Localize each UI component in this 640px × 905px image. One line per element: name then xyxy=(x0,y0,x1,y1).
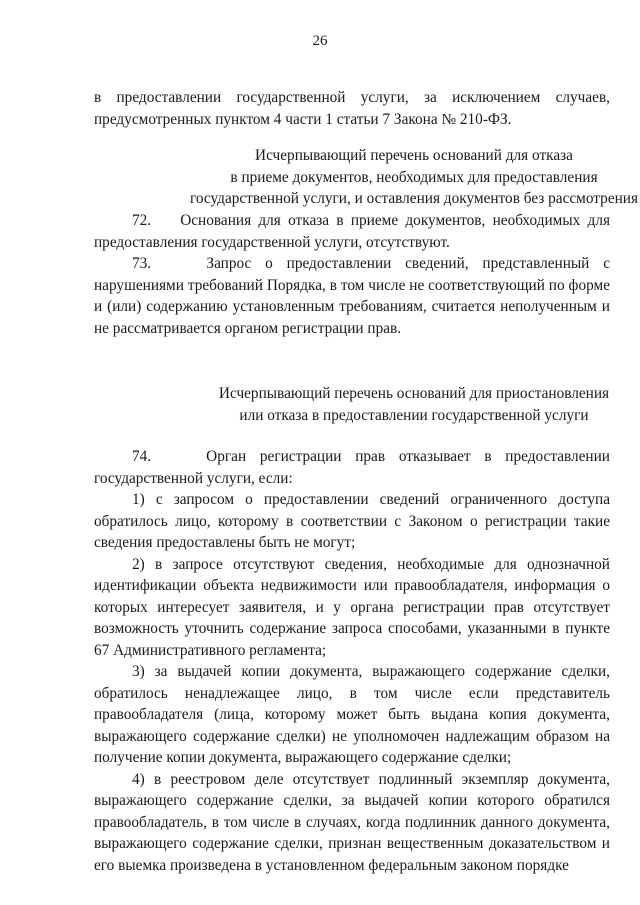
list-item-3: 3) за выдачей копии документа, выражающего содержание сделки, обратилось ненадлежащее лицо, в том числе если представитель правообладателя (лица, которому может быть выдана копия документа, выражающего содержание сделки) не уполномочен надлежащим образом на получение копии документа, выражающего содержание сделки; xyxy=(94,663,610,766)
heading-line: Исчерпывающий перечень оснований для отказа xyxy=(255,147,573,164)
list-item-1: 1) с запросом о предоставлении сведений ограниченного доступа обратилось лицо, которому в соответствии с Законом о регистрации такие сведения предоставлены быть не могут; xyxy=(94,491,610,551)
paragraph-72: 72. Основания для отказа в приеме документов, необходимых для предоставления государственной услуги, отсутствуют. xyxy=(94,212,610,251)
intro-paragraph: в предоставлении государственной услуги, за исключением случаев, предусмотренных пунктом 4 части 1 статьи 7 Закона № 210-ФЗ. xyxy=(94,89,610,128)
paragraph-73: 73. Запрос о предоставлении сведений, представленный с нарушениями требований Порядка, в том числе не соответствующий по форме и (или) содержанию установленным требованиям, считается неполученным и не рассматривается органом регистрации прав. xyxy=(94,255,610,337)
list-item-4: 4) в реестровом деле отсутствует подлинный экземпляр документа, выражающего содержание сделки, за выдачей копии которого обратился правообладатель, в том числе в случаях, когда подлинник данного документа, выражающего содержание сделки, признан вещественным доказательством и его выемка произведена в установленном федеральным законом порядке xyxy=(94,770,610,874)
list-item-2: 2) в запросе отсутствуют сведения, необходимые для однозначной идентификации объекта недвижимости или правообладателя, информация о которых интересует заявителя, и у органа регистрации прав отсутствует возможность уточнить содержание запроса способами, указанными в пункте 67 Административного регламента; xyxy=(94,555,610,659)
section-1-paragraphs xyxy=(94,210,610,339)
intro-paragraph-block xyxy=(94,87,610,130)
page-number: 26 xyxy=(312,33,328,49)
section-2-paragraphs xyxy=(94,446,610,876)
heading-line: в приеме документов, необходимых для предоставления xyxy=(230,168,598,186)
heading-line: государственной услуги, и оставления документов без рассмотрения xyxy=(189,190,639,207)
heading-line: или отказа в предоставлении государственной услуги xyxy=(239,406,589,424)
section-heading xyxy=(64,145,640,210)
heading-line: Исчерпывающий перечень оснований для приостановления xyxy=(218,385,610,402)
section-heading xyxy=(64,383,640,426)
paragraph-74: 74. Орган регистрации прав отказывает в предоставлении государственной услуги, если: xyxy=(94,448,610,487)
